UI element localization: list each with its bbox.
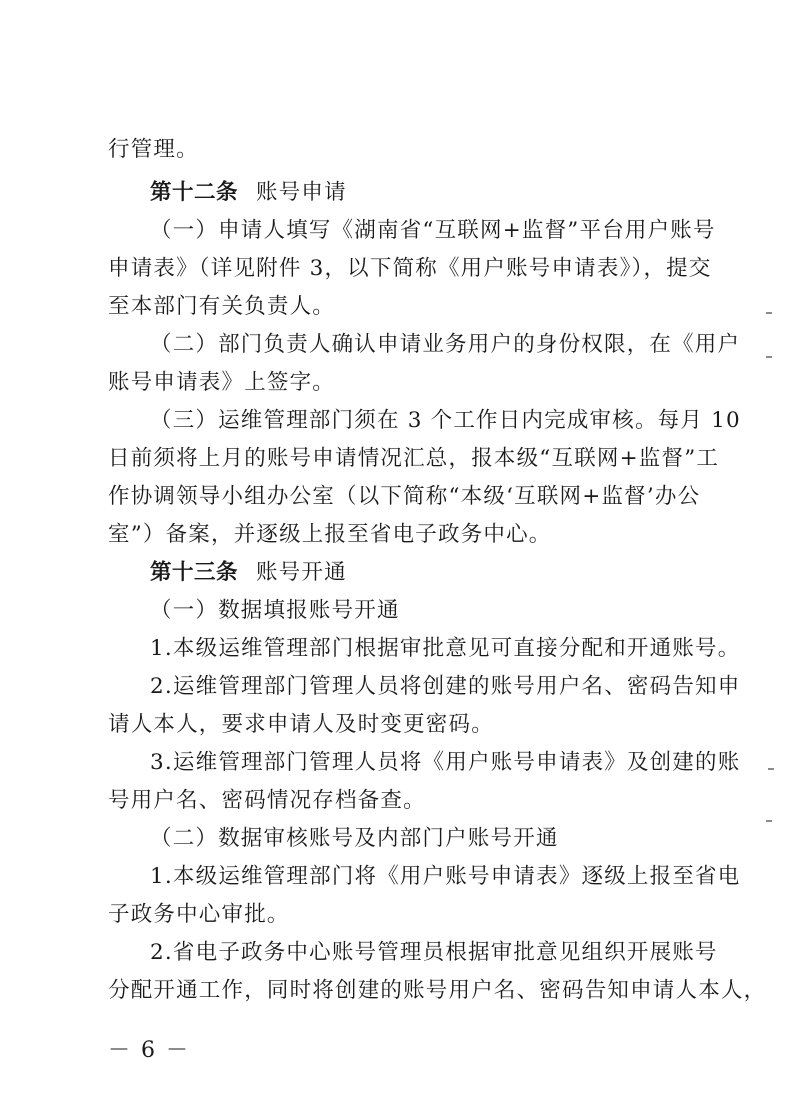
article-12-number: 第十二条: [150, 180, 239, 205]
article-13-heading: [150, 560, 347, 586]
text-line: 请人本人，要求申请人及时变更密码。: [108, 712, 494, 737]
text-line: （三）运维管理部门须在 3 个工作日内完成审核。每月 10: [150, 408, 741, 433]
text-line: 2.运维管理部门管理人员将创建的账号用户名、密码告知申: [150, 674, 741, 699]
text-line: 1.本级运维管理部门将《用户账号申请表》逐级上报至省电: [150, 864, 741, 889]
text-line: 号用户名、密码情况存档备查。: [108, 788, 426, 813]
article-13-number: 第十三条: [150, 560, 239, 585]
text-line: 账号申请表》上签字。: [108, 370, 336, 395]
text-line: 行管理。: [108, 137, 199, 162]
page-number: － 6 －: [108, 1038, 190, 1063]
text-line: 作协调领导小组办公室（以下简称“本级‘互联网+监督’办公: [108, 484, 701, 509]
text-line: 2.省电子政务中心账号管理员根据审批意见组织开展账号: [150, 940, 718, 965]
text-line: （二）部门负责人确认申请业务用户的身份权限，在《用户: [150, 332, 741, 357]
article-12-heading: [150, 180, 347, 206]
text-line: 日前须将上月的账号申请情况汇总，报本级“互联网+监督”工: [108, 446, 720, 471]
scan-mark: [766, 356, 772, 358]
text-line: 1.本级运维管理部门根据审批意见可直接分配和开通账号。: [150, 636, 741, 661]
text-line: 分配开通工作，同时将创建的账号用户名、密码告知申请人本人，: [108, 978, 767, 1003]
article-12-title: 账号申请: [256, 180, 347, 205]
text-line: （一）数据填报账号开通: [150, 598, 400, 623]
text-line: （二）数据审核账号及内部门户账号开通: [150, 826, 559, 851]
text-line: 申请表》（详见附件 3，以下简称《用户账号申请表》），提交: [108, 256, 712, 281]
text-line: 室”）备案，并逐级上报至省电子政务中心。: [108, 522, 552, 547]
scan-mark: [768, 768, 774, 770]
scan-mark: [766, 312, 772, 314]
scan-mark: [766, 820, 772, 822]
article-13-title: 账号开通: [256, 560, 347, 585]
text-line: （一）申请人填写《湖南省“互联网+监督”平台用户账号: [150, 218, 716, 243]
text-line: 3.运维管理部门管理人员将《用户账号申请表》及创建的账: [150, 750, 741, 775]
text-line: 至本部门有关负责人。: [108, 294, 336, 319]
text-line: 子政务中心审批。: [108, 902, 290, 927]
